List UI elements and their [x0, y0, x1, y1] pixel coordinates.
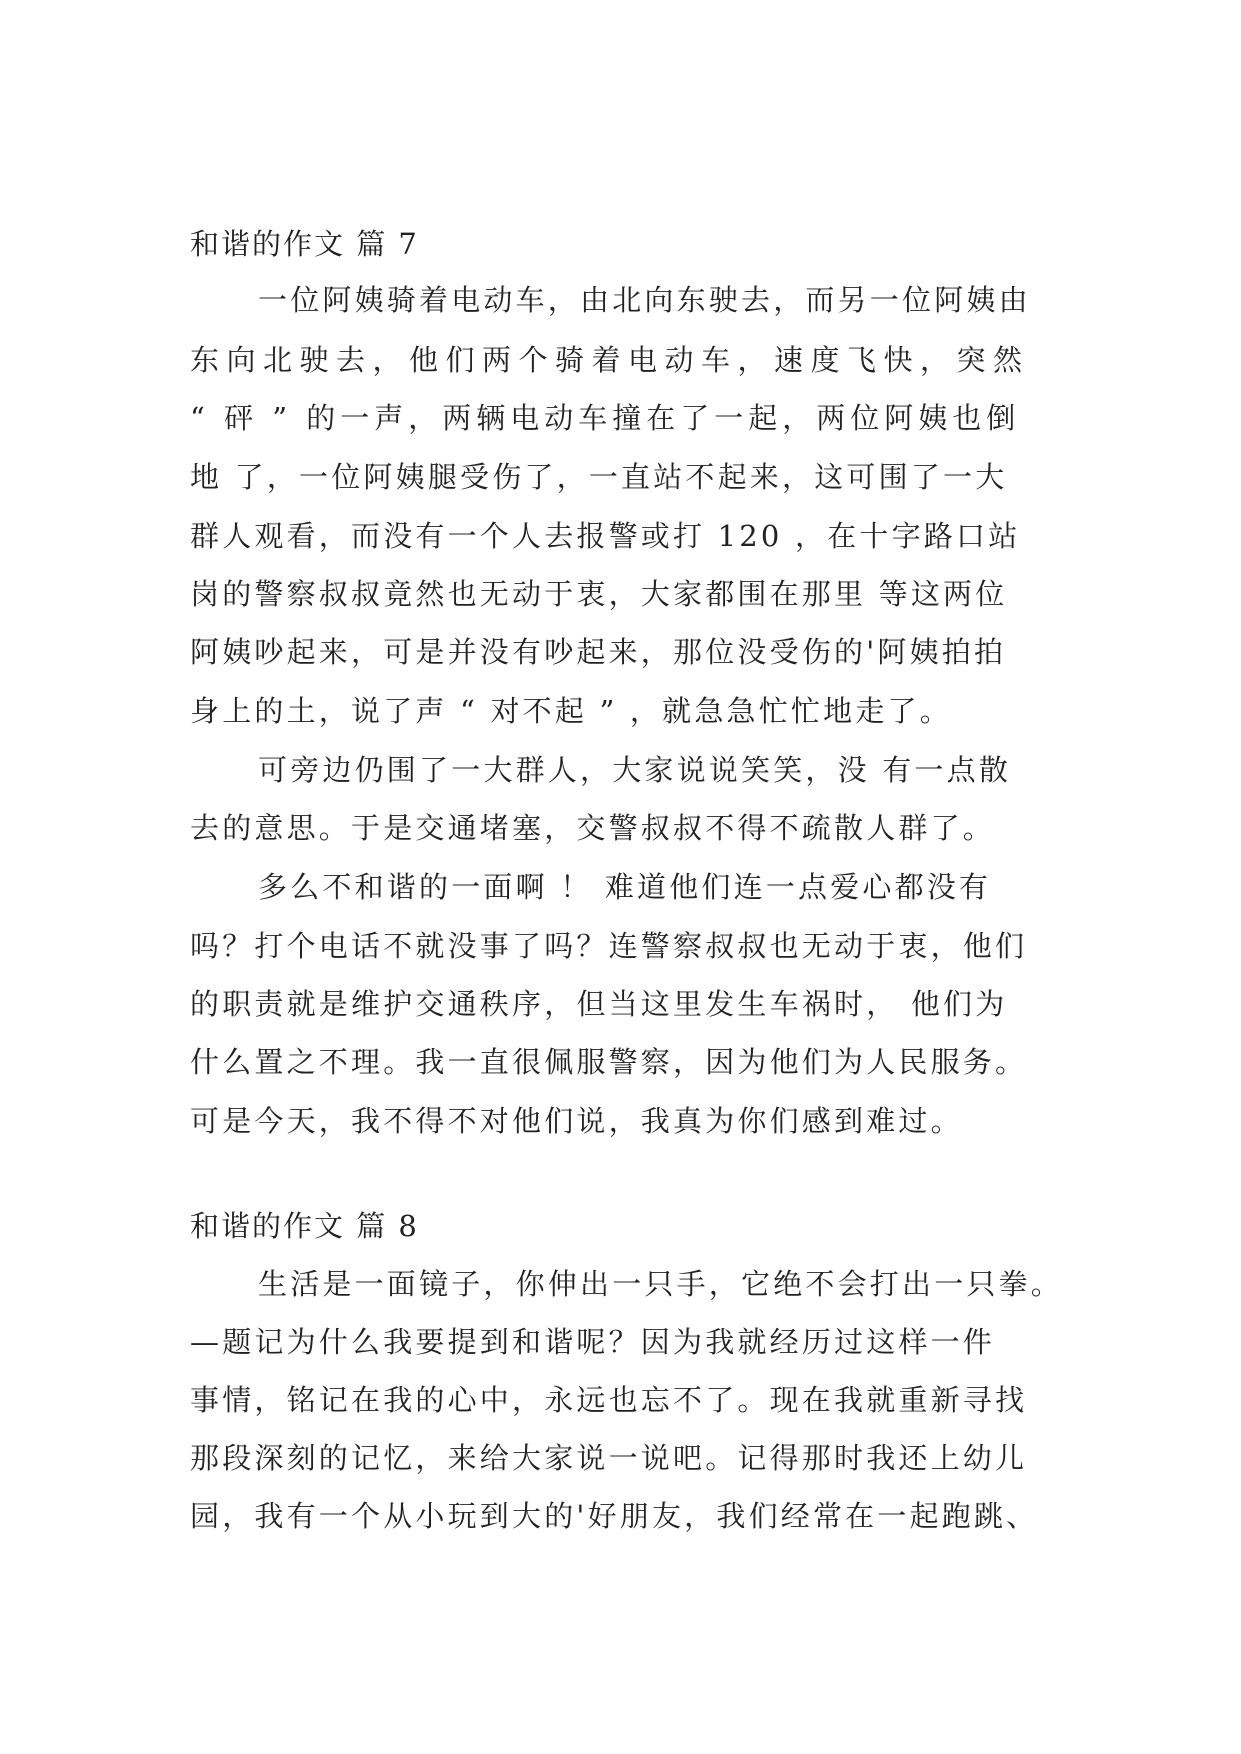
section-7-line-9: 可旁边仍围了一大群人，大家说说笑笑，没 有一点散 — [258, 753, 1012, 787]
section-7-line-11: 多么不和谐的一面啊 ！ 难道他们连一点爱心都没有 — [258, 870, 992, 904]
section-8-title: 和谐的作文 篇 8 — [190, 1209, 419, 1243]
section-8-line-5: 园，我有一个从小玩到大的'好朋友，我们经常在一起跑跳、 — [190, 1499, 1039, 1533]
section-7-line-14: 什么置之不理。我一直很佩服警察，因为他们为人民服务。 — [190, 1045, 1028, 1079]
section-7-line-12: 吗？打个电话不就没事了吗？连警察叔叔也无动于衷，他们 — [190, 929, 1028, 963]
section-7-line-7: 阿姨吵起来，可是并没有吵起来，那位没受伤的'阿姨拍拍 — [190, 635, 1007, 669]
section-7-line-4: 地 了，一位阿姨腿受伤了，一直站不起来，这可围了一大 — [190, 460, 1008, 494]
section-7-line-6: 岗的警察叔叔竟然也无动于衷，大家都围在那里 等这两位 — [190, 577, 1008, 611]
section-7-line-2: 东向北驶去，他们两个骑着电动车，速度飞快，突然 — [190, 343, 1030, 377]
section-7-line-1: 一位阿姨骑着电动车，由北向东驶去，而另一位阿姨由 — [258, 283, 1031, 317]
section-8-line-2: —题记为什么我要提到和谐呢？因为我就经历过这样一件 — [190, 1325, 996, 1359]
section-7-line-8: 身上的土，说了声 “ 对不起 ” ，就急急忙忙地走了。 — [190, 694, 952, 728]
section-8-line-4: 那段深刻的记忆，来给大家说一说吧。记得那时我还上幼儿 — [190, 1441, 1028, 1475]
section-8-line-1: 生活是一面镜子，你伸出一只手，它绝不会打出一只拳。 — [258, 1267, 1064, 1301]
section-7-line-15: 可是今天，我不得不对他们说，我真为你们感到难过。 — [190, 1104, 963, 1138]
section-7-line-13: 的职责就是维护交通秩序，但当这里发生车祸时， 他们为 — [190, 987, 1008, 1021]
section-8-line-3: 事情，铭记在我的心中，永远也忘不了。现在我就重新寻找 — [190, 1383, 1028, 1417]
section-7-line-5: 群人观看，而没有一个人去报警或打 120 ，在十字路口站 — [190, 519, 1021, 553]
section-7-line-3: “ 砰 ” 的一声，两辆电动车撞在了一起，两位阿姨也倒 — [190, 401, 1021, 435]
section-7-title: 和谐的作文 篇 7 — [190, 227, 419, 261]
section-7-line-10: 去的意思。于是交通堵塞，交警叔叔不得不疏散人群了。 — [190, 811, 996, 845]
